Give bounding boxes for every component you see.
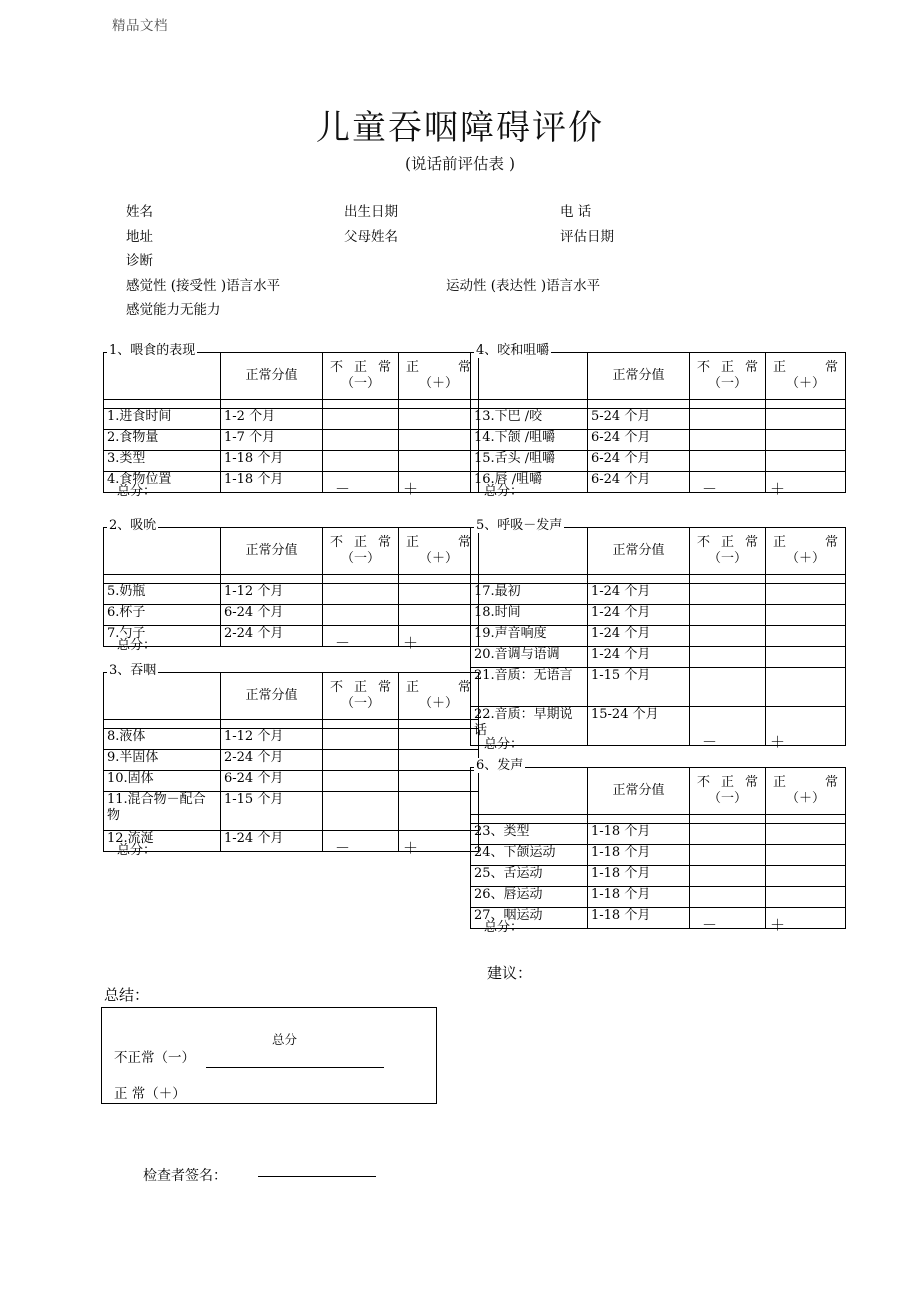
row-normal-check[interactable] (766, 845, 846, 866)
row-normal-check[interactable] (766, 707, 846, 746)
row-normal-check[interactable] (399, 750, 479, 771)
row-normal-check[interactable] (766, 451, 846, 472)
row-abnormal-check[interactable] (323, 831, 399, 852)
section-table (103, 352, 479, 493)
row-score-value: 1-24 个月 (588, 584, 690, 605)
table-spacer-row (471, 815, 846, 824)
row-abnormal-check[interactable] (323, 771, 399, 792)
patient-info-block (126, 200, 826, 323)
row-abnormal-check[interactable] (690, 908, 766, 929)
spacer-cell (323, 575, 399, 584)
section-feeding (103, 343, 471, 499)
section-breathing-phonation (470, 518, 838, 752)
total-plus-mark: ＋ (770, 916, 786, 934)
table-row (471, 668, 846, 707)
table-row (471, 647, 846, 668)
row-normal-check[interactable] (766, 626, 846, 647)
spacer-cell (471, 815, 588, 824)
table-spacer-row (471, 575, 846, 584)
total-label: 总分： (117, 638, 157, 653)
diagnosis-label: 诊断 (126, 253, 153, 269)
row-item-label: 6.杯子 (104, 605, 221, 626)
table-row (471, 845, 846, 866)
spacer-cell (588, 815, 690, 824)
spacer-cell (690, 400, 766, 409)
row-item-label: 4.食物位置 (104, 472, 221, 493)
row-abnormal-check[interactable] (690, 584, 766, 605)
table-row (471, 584, 846, 605)
row-item-label: 27、咽运动 (471, 908, 588, 929)
spacer-cell (221, 720, 323, 729)
evaluation-date-label: 评估日期 (560, 228, 614, 245)
section-vocalization (470, 758, 838, 935)
header-item (471, 528, 588, 575)
summary-normal-input-line[interactable] (206, 1103, 384, 1104)
row-score-value: 6-24 个月 (221, 605, 323, 626)
header-normal: 正 常 （＋） (766, 353, 846, 400)
row-score-value: 15-24 个月 (588, 707, 690, 746)
row-item-label: 23、类型 (471, 824, 588, 845)
info-row (126, 298, 826, 323)
header-abnormal: 不正常 （一） (323, 528, 399, 575)
row-normal-check[interactable] (399, 626, 479, 647)
page-title: 儿童吞咽障碍评价 (316, 108, 604, 148)
table-row (471, 472, 846, 493)
table-spacer-row (104, 720, 479, 729)
table-row (104, 750, 479, 771)
table-header-row (471, 353, 846, 400)
row-abnormal-check[interactable] (323, 792, 399, 831)
summary-abnormal-label: 不正常（一） (114, 1050, 195, 1066)
row-item-label: 9.半固体 (104, 750, 221, 771)
total-minus-mark: － (335, 480, 351, 498)
parent-name-label: 父母姓名 (344, 228, 398, 245)
row-abnormal-check[interactable] (323, 451, 399, 472)
row-normal-check[interactable] (399, 771, 479, 792)
table-row (104, 626, 479, 647)
table-row (104, 451, 479, 472)
row-item-label: 8.液体 (104, 729, 221, 750)
header-normal: 正 常 （＋） (399, 353, 479, 400)
row-score-value: 1-18 个月 (221, 451, 323, 472)
table-row (104, 729, 479, 750)
info-row (126, 225, 826, 250)
spacer-cell (588, 575, 690, 584)
section-title: 3、吞咽 (109, 663, 157, 678)
header-normal: 正 常 （＋） (766, 528, 846, 575)
phone-label: 电 话 (560, 204, 592, 220)
row-score-value: 1-24 个月 (588, 605, 690, 626)
row-item-label: 20.音调与语调 (471, 647, 588, 668)
row-item-label: 26、唇运动 (471, 887, 588, 908)
row-item-label: 25、舌运动 (471, 866, 588, 887)
total-minus-mark: － (335, 634, 351, 652)
section-biting-chewing (470, 343, 838, 499)
summary-label: 总结： (104, 986, 150, 1004)
header-normal-score: 正常分值 (588, 353, 690, 400)
spacer-cell (690, 575, 766, 584)
row-normal-check[interactable] (766, 824, 846, 845)
row-abnormal-check[interactable] (690, 451, 766, 472)
section-swallowing (103, 663, 471, 858)
total-plus-mark: ＋ (403, 839, 419, 857)
row-normal-check[interactable] (766, 430, 846, 451)
header-abnormal: 不正常 （一） (323, 353, 399, 400)
row-normal-check[interactable] (766, 584, 846, 605)
spacer-cell (323, 400, 399, 409)
header-abnormal: 不正常 （一） (690, 768, 766, 815)
table-header-row (471, 768, 846, 815)
total-minus-mark: － (702, 480, 718, 498)
header-normal-score: 正常分值 (221, 528, 323, 575)
total-minus-mark: － (335, 839, 351, 857)
header-normal: 正 常 （＋） (399, 528, 479, 575)
row-abnormal-check[interactable] (690, 824, 766, 845)
spacer-cell (221, 575, 323, 584)
row-abnormal-check[interactable] (690, 707, 766, 746)
spacer-cell (766, 400, 846, 409)
row-abnormal-check[interactable] (690, 430, 766, 451)
row-normal-check[interactable] (399, 584, 479, 605)
row-item-label: 10.固体 (104, 771, 221, 792)
spacer-cell (104, 575, 221, 584)
row-item-label: 7.勺子 (104, 626, 221, 647)
table-spacer-row (104, 400, 479, 409)
birth-date-label: 出生日期 (344, 204, 398, 220)
table-row (471, 908, 846, 929)
table-header-row (104, 353, 479, 400)
row-score-value: 1-18 个月 (588, 908, 690, 929)
header-item (104, 528, 221, 575)
row-score-value: 1-24 个月 (588, 647, 690, 668)
spacer-cell (399, 575, 479, 584)
total-label: 总分： (484, 737, 524, 752)
row-item-label: 24、下颌运动 (471, 845, 588, 866)
row-normal-check[interactable] (766, 409, 846, 430)
row-score-value: 1-18 个月 (588, 824, 690, 845)
summary-box (101, 1007, 437, 1104)
header-normal: 正 常 （＋） (399, 673, 479, 720)
spacer-cell (690, 815, 766, 824)
total-minus-mark: － (702, 916, 718, 934)
row-abnormal-check[interactable] (690, 866, 766, 887)
spacer-cell (221, 400, 323, 409)
row-abnormal-check[interactable] (323, 626, 399, 647)
header-abnormal: 不正常 （一） (690, 353, 766, 400)
table-row (471, 430, 846, 451)
table-row (471, 866, 846, 887)
row-abnormal-check[interactable] (323, 729, 399, 750)
table-row (471, 605, 846, 626)
spacer-cell (588, 400, 690, 409)
row-normal-check[interactable] (766, 605, 846, 626)
header-item (471, 768, 588, 815)
row-score-value: 1-24 个月 (221, 831, 323, 852)
address-label: 地址 (126, 228, 153, 245)
row-normal-check[interactable] (766, 866, 846, 887)
row-normal-check[interactable] (399, 472, 479, 493)
row-score-value: 1-2 个月 (221, 409, 323, 430)
page-watermark: 精品文档 (112, 18, 168, 34)
header-normal-score: 正常分值 (221, 673, 323, 720)
table-row (104, 430, 479, 451)
advice-label: 建议： (487, 964, 533, 982)
row-item-label: 13.下巴 /咬 (471, 409, 588, 430)
header-item (471, 353, 588, 400)
row-normal-check[interactable] (766, 472, 846, 493)
table-row (104, 792, 479, 831)
row-score-value: 6-24 个月 (588, 472, 690, 493)
total-plus-mark: ＋ (403, 634, 419, 652)
row-abnormal-check[interactable] (690, 668, 766, 707)
row-normal-check[interactable] (766, 887, 846, 908)
row-item-label: 16.唇 /咀嚼 (471, 472, 588, 493)
row-item-label: 5.奶瓶 (104, 584, 221, 605)
section-title: 4、咬和咀嚼 (476, 343, 550, 358)
signature-label: 检查者签名： (143, 1168, 227, 1184)
header-item (104, 673, 221, 720)
total-plus-mark: ＋ (770, 733, 786, 751)
table-row (471, 824, 846, 845)
row-normal-check[interactable] (399, 430, 479, 451)
table-row (471, 887, 846, 908)
header-normal-score: 正常分值 (221, 353, 323, 400)
row-item-label: 11.混合物－配合物 (104, 792, 221, 831)
section-title: 6、发声 (476, 758, 524, 773)
table-row (104, 584, 479, 605)
row-abnormal-check[interactable] (690, 887, 766, 908)
header-normal-score: 正常分值 (588, 768, 690, 815)
table-spacer-row (471, 400, 846, 409)
table-row (471, 409, 846, 430)
motor-language-label: 运动性 (表达性 )语言水平 (446, 277, 601, 294)
info-row (126, 200, 826, 225)
table-row (104, 831, 479, 852)
row-abnormal-check[interactable] (690, 647, 766, 668)
total-plus-mark: ＋ (770, 480, 786, 498)
table-row (471, 626, 846, 647)
total-label: 总分： (484, 920, 524, 935)
header-abnormal: 不正常 （一） (323, 673, 399, 720)
row-normal-check[interactable] (399, 409, 479, 430)
row-score-value: 1-15 个月 (221, 792, 323, 831)
row-abnormal-check[interactable] (323, 409, 399, 430)
row-normal-check[interactable] (399, 605, 479, 626)
row-abnormal-check[interactable] (690, 605, 766, 626)
summary-abnormal-input-line[interactable] (206, 1067, 384, 1068)
name-label: 姓名 (126, 204, 153, 220)
row-item-label: 12.流涎 (104, 831, 221, 852)
sensory-ability-label: 感觉能力无能力 (126, 302, 221, 318)
section-table (103, 527, 479, 647)
row-normal-check[interactable] (766, 668, 846, 707)
spacer-cell (323, 720, 399, 729)
total-label: 总分： (484, 484, 524, 499)
header-item (104, 353, 221, 400)
row-item-label: 1.进食时间 (104, 409, 221, 430)
row-score-value: 2-24 个月 (221, 626, 323, 647)
table-header-row (104, 528, 479, 575)
section-table (103, 672, 479, 852)
total-plus-mark: ＋ (403, 480, 419, 498)
spacer-cell (399, 400, 479, 409)
row-item-label: 22.音质：早期说话 (471, 707, 588, 746)
row-item-label: 18.时间 (471, 605, 588, 626)
spacer-cell (766, 575, 846, 584)
row-item-label: 14.下颌 /咀嚼 (471, 430, 588, 451)
spacer-cell (104, 720, 221, 729)
row-abnormal-check[interactable] (690, 626, 766, 647)
row-item-label: 3.类型 (104, 451, 221, 472)
row-abnormal-check[interactable] (323, 750, 399, 771)
row-score-value: 5-24 个月 (588, 409, 690, 430)
row-score-value: 6-24 个月 (588, 451, 690, 472)
row-normal-check[interactable] (766, 647, 846, 668)
row-score-value: 1-12 个月 (221, 584, 323, 605)
row-abnormal-check[interactable] (690, 845, 766, 866)
header-abnormal: 不正常 （一） (690, 528, 766, 575)
section-title: 2、吸吮 (109, 518, 157, 533)
row-score-value: 1-7 个月 (221, 430, 323, 451)
row-abnormal-check[interactable] (323, 605, 399, 626)
row-score-value: 1-18 个月 (588, 887, 690, 908)
section-table (470, 767, 846, 929)
section-sucking (103, 518, 471, 653)
signature-input-line[interactable] (258, 1176, 376, 1177)
row-score-value: 6-24 个月 (588, 430, 690, 451)
section-table (470, 352, 846, 493)
spacer-cell (104, 400, 221, 409)
row-normal-check[interactable] (399, 451, 479, 472)
table-header-row (104, 673, 479, 720)
row-item-label: 15.舌头 /咀嚼 (471, 451, 588, 472)
row-score-value: 1-18 个月 (588, 866, 690, 887)
row-item-label: 21.音质：无语言 (471, 668, 588, 707)
row-item-label: 17.最初 (471, 584, 588, 605)
row-score-value: 1-24 个月 (588, 626, 690, 647)
total-label: 总分： (117, 843, 157, 858)
spacer-cell (471, 575, 588, 584)
row-normal-check[interactable] (399, 792, 479, 831)
row-abnormal-check[interactable] (690, 409, 766, 430)
summary-total-header: 总分 (272, 1032, 298, 1047)
row-item-label: 2.食物量 (104, 430, 221, 451)
row-score-value: 2-24 个月 (221, 750, 323, 771)
row-score-value: 1-18 个月 (221, 472, 323, 493)
total-label: 总分： (117, 484, 157, 499)
row-abnormal-check[interactable] (323, 584, 399, 605)
spacer-cell (399, 720, 479, 729)
spacer-cell (471, 400, 588, 409)
page-subtitle: (说话前评估表 ) (404, 155, 516, 173)
table-row (104, 771, 479, 792)
row-abnormal-check[interactable] (690, 472, 766, 493)
row-abnormal-check[interactable] (323, 472, 399, 493)
table-row (104, 472, 479, 493)
row-normal-check[interactable] (399, 831, 479, 852)
header-normal-score: 正常分值 (588, 528, 690, 575)
table-row (104, 409, 479, 430)
section-title: 5、呼吸－发声 (476, 518, 563, 533)
header-normal: 正 常 （＋） (766, 768, 846, 815)
summary-normal-label: 正 常（＋） (114, 1086, 186, 1102)
table-header-row (471, 528, 846, 575)
row-score-value: 1-12 个月 (221, 729, 323, 750)
section-table (470, 527, 846, 746)
row-normal-check[interactable] (399, 729, 479, 750)
table-spacer-row (104, 575, 479, 584)
table-row (471, 707, 846, 746)
table-row (471, 451, 846, 472)
sensory-language-label: 感觉性 (接受性 )语言水平 (126, 277, 281, 294)
spacer-cell (766, 815, 846, 824)
info-row (126, 249, 826, 274)
table-row (104, 605, 479, 626)
row-item-label: 19.声音响度 (471, 626, 588, 647)
row-score-value: 6-24 个月 (221, 771, 323, 792)
row-score-value: 1-18 个月 (588, 845, 690, 866)
total-minus-mark: － (702, 733, 718, 751)
row-abnormal-check[interactable] (323, 430, 399, 451)
row-score-value: 1-15 个月 (588, 668, 690, 707)
section-title: 1、喂食的表现 (109, 343, 196, 358)
info-row (126, 274, 826, 299)
row-normal-check[interactable] (766, 908, 846, 929)
